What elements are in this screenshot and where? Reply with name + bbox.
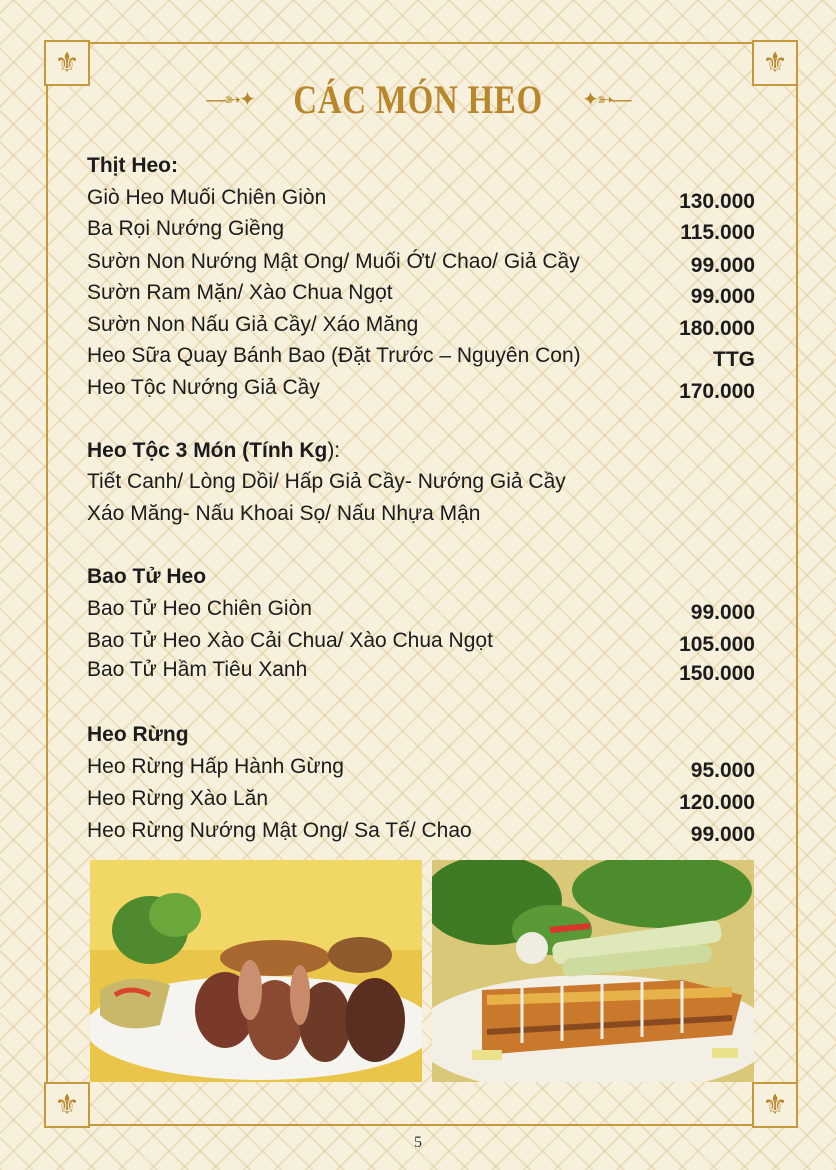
section-heading-text: Heo Tộc 3 Món (Tính Kg <box>87 439 328 462</box>
menu-item <box>87 342 755 374</box>
menu-item <box>87 817 755 849</box>
menu-item-name: Bao Tử Heo Xào Cải Chua/ Xào Chua Ngọt <box>87 629 493 652</box>
arrow-flourish-icon: —➳✦ <box>206 88 254 111</box>
menu-item-name: Bao Tử Hầm Tiêu Xanh <box>87 658 308 681</box>
menu-item <box>87 753 755 785</box>
menu-item <box>87 627 755 659</box>
menu-item-name: Sườn Ram Mặn/ Xào Chua Ngọt <box>87 281 393 304</box>
page-header <box>0 74 836 124</box>
menu-item-price: TTG <box>713 348 755 371</box>
menu-item-price: 115.000 <box>680 221 755 244</box>
menu-item-price: 120.000 <box>679 791 755 814</box>
page-number: 5 <box>414 1134 422 1151</box>
menu-item <box>87 248 755 280</box>
fleur-de-lis-icon: ⚜ <box>752 40 798 86</box>
menu-item-name: Heo Sữa Quay Bánh Bao (Đặt Trước – Nguyên Con) <box>87 344 581 367</box>
section-heading-heo-rung: Heo Rừng <box>87 723 189 746</box>
menu-item-price: 180.000 <box>679 317 755 340</box>
menu-item-price: 99.000 <box>690 285 755 308</box>
fleur-de-lis-icon: ⚜ <box>44 1082 90 1128</box>
menu-item <box>87 785 755 817</box>
section-heading-thit-heo: Thịt Heo: <box>87 154 178 177</box>
menu-item-price: 170.000 <box>679 380 755 403</box>
menu-item <box>87 656 755 688</box>
menu-item-name: Giò Heo Muối Chiên Giòn <box>87 186 327 209</box>
menu-item-name: Bao Tử Heo Chiên Giòn <box>87 597 312 620</box>
menu-item-name: Sườn Non Nấu Giả Cầy/ Xáo Măng <box>87 313 419 336</box>
menu-item-name: Heo Tộc Nướng Giả Cầy <box>87 376 320 399</box>
set-menu-line: Xáo Măng- Nấu Khoai Sọ/ Nấu Nhựa Mận <box>87 502 481 525</box>
fleur-de-lis-icon: ⚜ <box>752 1082 798 1128</box>
menu-item-price: 150.000 <box>679 662 755 685</box>
food-photo-roasted-pork-platter <box>90 860 422 1082</box>
set-menu-line: Tiết Canh/ Lòng Dồi/ Hấp Giả Cầy- Nướng Giả Cầy <box>87 470 566 493</box>
arrow-flourish-icon: ✦➳— <box>582 88 630 111</box>
page-title: CÁC MÓN HEO <box>293 76 543 122</box>
food-photo-grilled-pork-greens <box>432 860 754 1082</box>
menu-item-name: Sườn Non Nướng Mật Ong/ Muối Ớt/ Chao/ Giả Cầy <box>87 250 580 273</box>
fleur-de-lis-icon: ⚜ <box>44 40 90 86</box>
menu-item-name: Heo Rừng Nướng Mật Ong/ Sa Tế/ Chao <box>87 819 472 842</box>
menu-item <box>87 311 755 343</box>
menu-item <box>87 184 755 216</box>
menu-item-price: 99.000 <box>690 601 755 624</box>
menu-item <box>87 279 755 311</box>
menu-item <box>87 374 755 406</box>
menu-item <box>87 215 755 247</box>
menu-item-price: 95.000 <box>690 759 755 782</box>
section-heading-suffix: ): <box>327 439 341 462</box>
section-heading-heo-toc <box>87 437 340 465</box>
menu-item-name: Heo Rừng Hấp Hành Gừng <box>87 755 344 778</box>
menu-item-price: 99.000 <box>690 254 755 277</box>
menu-item-price: 105.000 <box>679 633 755 656</box>
menu-item-price: 99.000 <box>690 823 755 846</box>
menu-item-name: Heo Rừng Xào Lăn <box>87 787 269 810</box>
menu-item-name: Ba Rọi Nướng Giềng <box>87 217 285 240</box>
menu-item-price: 130.000 <box>679 190 755 213</box>
menu-item <box>87 595 755 627</box>
section-heading-bao-tu: Bao Tử Heo <box>87 565 207 588</box>
